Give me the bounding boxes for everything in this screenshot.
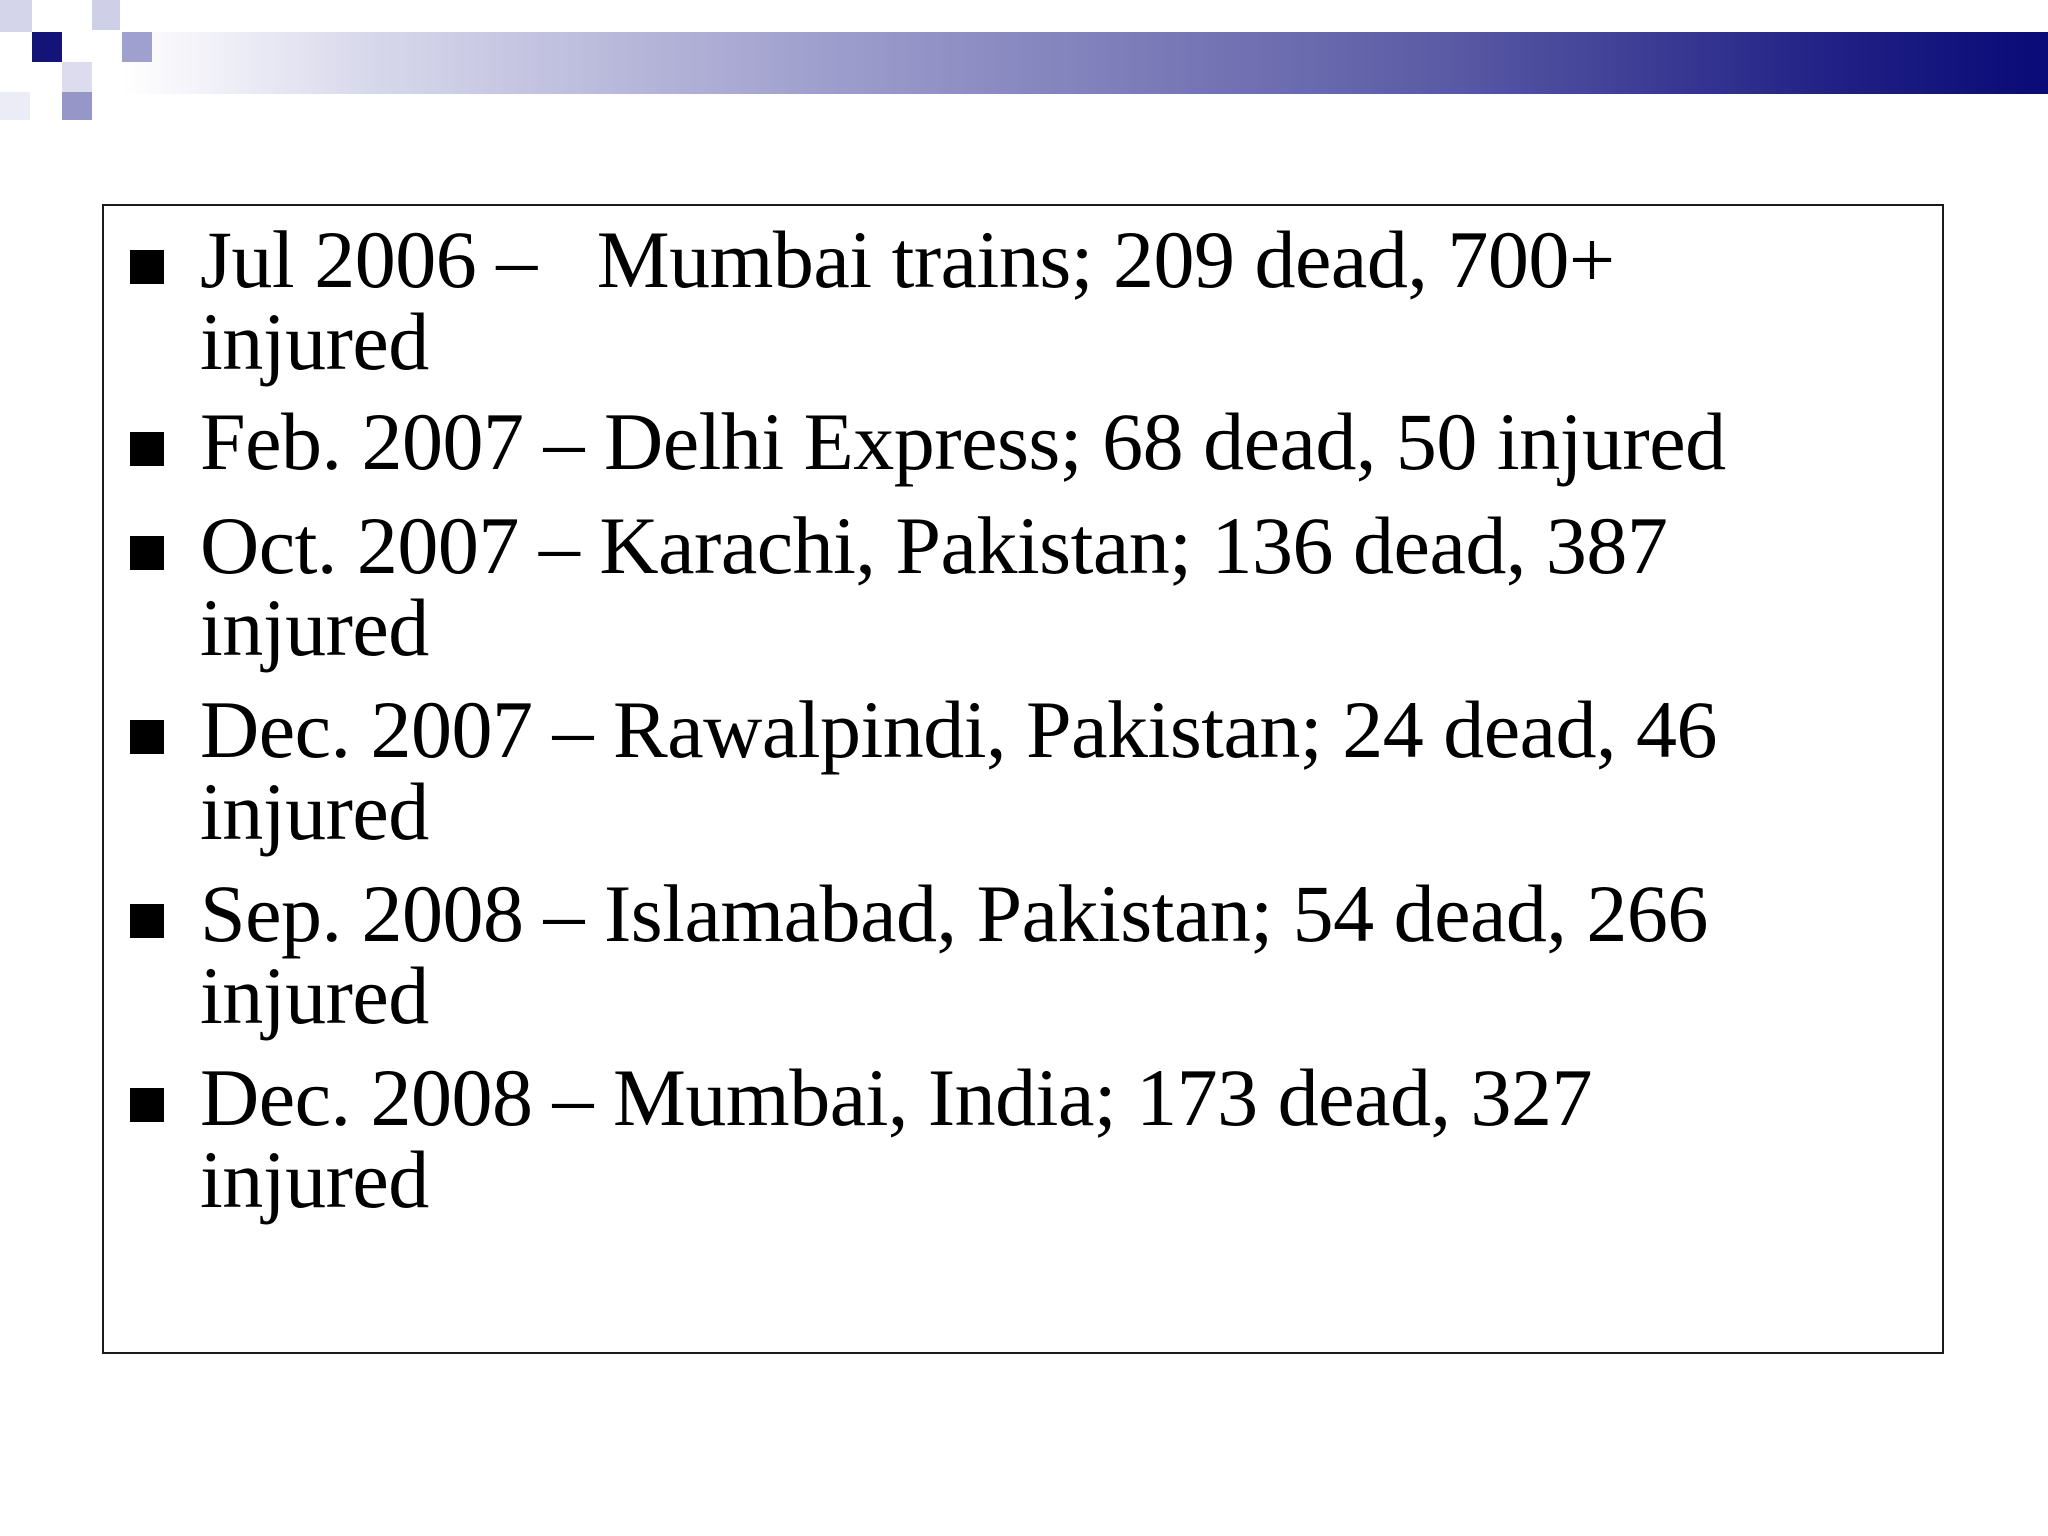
corner-square bbox=[122, 32, 152, 62]
square-bullet-icon bbox=[130, 1088, 164, 1122]
bullet-text-line2: injured bbox=[200, 296, 429, 387]
bullet-text-line1: Oct. 2007 – Karachi, Pakistan; 136 dead, 387 bbox=[200, 500, 1668, 591]
bullet-text-line2: injured bbox=[200, 1134, 429, 1225]
corner-square bbox=[62, 92, 92, 120]
bullet-text-line1: Dec. 2007 – Rawalpindi, Pakistan; 24 dead, 46 bbox=[200, 684, 1718, 775]
bullet-text-line1: Jul 2006 – Mumbai trains; 209 dead, 700+ bbox=[200, 214, 1615, 305]
content-text-box bbox=[102, 204, 1944, 1354]
corner-square bbox=[0, 0, 32, 32]
bullet-text-line1: Dec. 2008 – Mumbai, India; 173 dead, 327 bbox=[200, 1052, 1592, 1143]
square-bullet-icon bbox=[130, 250, 164, 284]
bullet-text-line2: injured bbox=[200, 766, 429, 857]
corner-square bbox=[0, 92, 30, 120]
bullet-text-line2: injured bbox=[200, 582, 429, 673]
corner-square bbox=[92, 0, 120, 30]
corner-square bbox=[62, 62, 92, 92]
header-gradient-bar bbox=[0, 32, 2048, 94]
corner-square bbox=[32, 32, 62, 62]
square-bullet-icon bbox=[130, 432, 164, 466]
square-bullet-icon bbox=[130, 720, 164, 754]
square-bullet-icon bbox=[130, 536, 164, 570]
bullet-text-line1: Sep. 2008 – Islamabad, Pakistan; 54 dead, 266 bbox=[200, 868, 1708, 959]
bullet-text-line2: injured bbox=[200, 950, 429, 1041]
square-bullet-icon bbox=[130, 904, 164, 938]
bullet-text-line1: Feb. 2007 – Delhi Express; 68 dead, 50 injured bbox=[200, 396, 1726, 487]
